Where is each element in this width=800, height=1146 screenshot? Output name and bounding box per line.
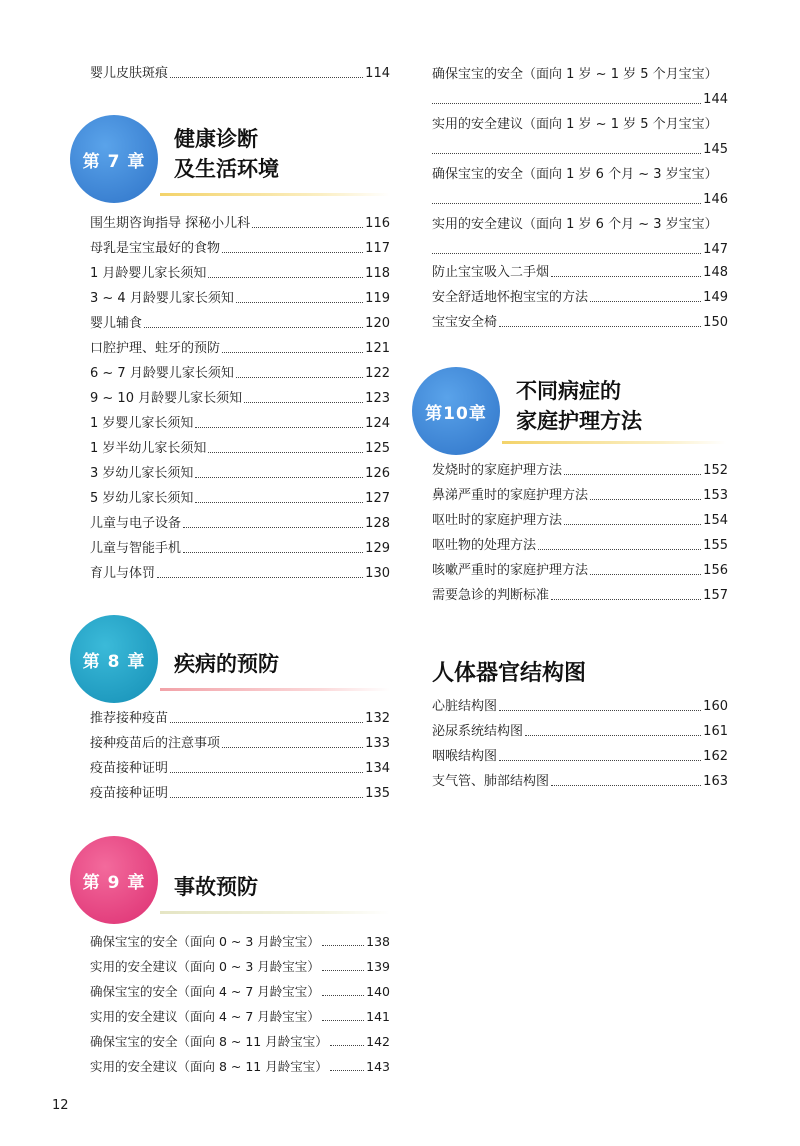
toc-entry[interactable] (90, 756, 390, 781)
toc-entry-title: 1 岁婴儿家长须知 (90, 416, 194, 431)
toc-entry-title: 实用的安全建议（面向 8 ~ 11 月龄宝宝） (90, 1059, 328, 1074)
chapter-10-list (432, 458, 728, 608)
toc-entry[interactable] (90, 386, 390, 411)
organs-title: 人体器官结构图 (432, 661, 587, 686)
toc-entry-page: 123 (365, 391, 390, 406)
dot-leader (244, 402, 363, 403)
toc-entry[interactable] (90, 461, 390, 486)
chapter-8-badge (70, 615, 158, 703)
toc-entry-page: 144 (703, 92, 728, 107)
toc-entry[interactable] (90, 731, 390, 756)
chapter-8-label: 第 8 章 (82, 651, 146, 672)
toc-entry-page: 133 (365, 736, 390, 751)
toc-entry-page: 126 (365, 466, 390, 481)
toc-entry-title: 宝宝安全椅 (432, 315, 498, 330)
toc-entry[interactable] (432, 310, 728, 335)
toc-entry-page: 121 (365, 341, 390, 356)
toc-entry[interactable] (90, 361, 390, 386)
toc-entry-page: 152 (703, 463, 728, 478)
toc-entry-page: 145 (703, 142, 728, 157)
chapter-10-badge (412, 367, 500, 455)
dot-leader (525, 735, 701, 736)
toc-entry-title: 确保宝宝的安全（面向 0 ~ 3 月龄宝宝） (90, 934, 320, 949)
toc-entry-page: 148 (703, 265, 728, 280)
toc-entry-title: 咽喉结构图 (432, 749, 498, 764)
toc-entry-title: 6 ~ 7 月龄婴儿家长须知 (90, 366, 234, 381)
chapter-8-title: 疾病的预防 (174, 652, 279, 676)
toc-entry-page: 146 (703, 192, 728, 207)
toc-entry-page: 135 (365, 786, 390, 801)
toc-entry-title: 泌尿系统结构图 (432, 724, 524, 739)
toc-entry-page: 161 (703, 724, 728, 739)
dot-leader (322, 945, 364, 946)
dot-leader (590, 574, 701, 575)
toc-entry[interactable] (432, 285, 728, 310)
chapter-7-title-line2: 及生活环境 (174, 157, 279, 181)
chapter-9-label: 第 9 章 (82, 872, 146, 893)
toc-entry-title: 鼻涕严重时的家庭护理方法 (432, 488, 589, 503)
toc-entry-title: 实用的安全建议（面向 1 岁 6 个月 ~ 3 岁宝宝） (432, 217, 718, 232)
toc-entry-title: 实用的安全建议（面向 4 ~ 7 月龄宝宝） (90, 1009, 320, 1024)
dot-leader (551, 785, 701, 786)
toc-entry[interactable] (90, 236, 390, 261)
toc-entry-page: 162 (703, 749, 728, 764)
toc-entry-title: 接种疫苗后的注意事项 (90, 736, 221, 751)
toc-entry-title: 安全舒适地怀抱宝宝的方法 (432, 290, 589, 305)
toc-entry-page: 118 (365, 266, 390, 281)
toc-entry-title: 9 ~ 10 月龄婴儿家长须知 (90, 391, 243, 406)
dot-leader (222, 352, 363, 353)
chapter-7-title (174, 124, 279, 184)
toc-entry-title: 1 岁半幼儿家长须知 (90, 441, 207, 456)
chapter-8-underline (160, 688, 390, 691)
toc-entry-page: 120 (365, 316, 390, 331)
toc-entry[interactable] (432, 719, 728, 744)
toc-entry-page: 130 (365, 566, 390, 581)
toc-entry-title: 母乳是宝宝最好的食物 (90, 241, 221, 256)
toc-entry-title: 疫苗接种证明 (90, 761, 169, 776)
toc-entry[interactable] (90, 511, 390, 536)
dot-leader (222, 747, 363, 748)
dot-leader (322, 1020, 364, 1021)
toc-entry[interactable] (90, 436, 390, 461)
toc-entry[interactable] (432, 558, 728, 583)
toc-entry[interactable] (432, 112, 728, 162)
chapter-9-underline (160, 911, 390, 914)
chapter-8-list (90, 706, 390, 806)
toc-entry-page: 143 (366, 1059, 390, 1074)
toc-entry-title: 确保宝宝的安全（面向 8 ~ 11 月龄宝宝） (90, 1034, 328, 1049)
dot-leader (322, 995, 364, 996)
toc-entry[interactable] (90, 261, 390, 286)
page-number: 12 (52, 1098, 69, 1113)
toc-entry-page: 134 (365, 761, 390, 776)
chapter-10-title (516, 376, 642, 436)
dot-leader (170, 77, 363, 78)
dot-leader (222, 252, 363, 253)
toc-entry-page: 156 (703, 563, 728, 578)
toc-entry-title: 呕吐物的处理方法 (432, 538, 537, 553)
toc-entry[interactable] (90, 1029, 390, 1054)
toc-entry[interactable] (90, 486, 390, 511)
dot-leader (432, 103, 701, 104)
chapter-7-label: 第 7 章 (82, 151, 146, 172)
chapter-10-underline (502, 441, 726, 444)
toc-entry-page: 157 (703, 588, 728, 603)
toc-entry-page: 132 (365, 711, 390, 726)
toc-entry[interactable] (90, 1004, 390, 1029)
toc-entry[interactable] (90, 411, 390, 436)
toc-entry-page: 147 (703, 242, 728, 257)
toc-entry-title: 咳嗽严重时的家庭护理方法 (432, 563, 589, 578)
toc-entry[interactable] (90, 929, 390, 954)
toc-entry-title: 防止宝宝吸入二手烟 (432, 265, 550, 280)
right-wrapped-list (432, 62, 728, 262)
dot-leader (330, 1070, 364, 1071)
toc-entry[interactable] (432, 583, 728, 608)
toc-entry-page: 150 (703, 315, 728, 330)
toc-entry-title: 儿童与智能手机 (90, 541, 182, 556)
toc-entry[interactable] (432, 694, 728, 719)
chapter-9-title: 事故预防 (174, 875, 258, 899)
toc-entry[interactable] (90, 286, 390, 311)
toc-entry-page: 129 (365, 541, 390, 556)
dot-leader (564, 474, 701, 475)
toc-entry[interactable] (90, 336, 390, 361)
toc-entry[interactable] (90, 954, 390, 979)
toc-entry-page: 153 (703, 488, 728, 503)
toc-entry-title: 实用的安全建议（面向 0 ~ 3 月龄宝宝） (90, 959, 320, 974)
dot-leader (432, 253, 701, 254)
toc-entry-page: 127 (365, 491, 390, 506)
toc-entry-page: 163 (703, 774, 728, 789)
toc-entry[interactable] (90, 66, 390, 82)
toc-entry-title: 确保宝宝的安全（面向 1 岁 6 个月 ~ 3 岁宝宝） (432, 167, 718, 182)
dot-leader (330, 1045, 364, 1046)
toc-entry-title: 婴儿皮肤斑痕 (90, 66, 169, 81)
chapter-9-badge (70, 836, 158, 924)
toc-entry[interactable] (90, 536, 390, 561)
toc-entry[interactable] (432, 212, 728, 262)
toc-entry-title: 确保宝宝的安全（面向 1 岁 ~ 1 岁 5 个月宝宝） (432, 67, 718, 82)
dot-leader (538, 549, 701, 550)
dot-leader (499, 760, 701, 761)
toc-entry[interactable] (90, 311, 390, 336)
toc-entry-page: 149 (703, 290, 728, 305)
dot-leader (170, 772, 363, 773)
toc-entry-page: 117 (365, 241, 390, 256)
toc-entry-page: 160 (703, 699, 728, 714)
toc-entry-title: 支气管、肺部结构图 (432, 774, 550, 789)
toc-entry-page: 155 (703, 538, 728, 553)
toc-entry-page: 124 (365, 416, 390, 431)
toc-entry[interactable] (432, 744, 728, 769)
chapter-7-underline (160, 193, 390, 196)
dot-leader (590, 499, 701, 500)
toc-entry-title: 围生期咨询指导 探秘小儿科 (90, 216, 251, 231)
toc-entry-title: 3 ~ 4 月龄婴儿家长须知 (90, 291, 234, 306)
toc-entry[interactable] (432, 533, 728, 558)
toc-entry-page: 139 (366, 959, 390, 974)
toc-entry-title: 婴儿辅食 (90, 316, 143, 331)
toc-entry[interactable] (90, 781, 390, 806)
toc-entry-page: 116 (365, 216, 390, 231)
toc-entry[interactable] (90, 211, 390, 236)
dot-leader (195, 477, 363, 478)
toc-entry[interactable] (432, 483, 728, 508)
toc-entry[interactable] (432, 769, 728, 794)
toc-entry-page: 119 (365, 291, 390, 306)
dot-leader (590, 301, 701, 302)
chapter-10-title-line1: 不同病症的 (516, 379, 621, 403)
dot-leader (157, 577, 363, 578)
dot-leader (564, 524, 701, 525)
dot-leader (499, 326, 701, 327)
toc-entry-title: 确保宝宝的安全（面向 4 ~ 7 月龄宝宝） (90, 984, 320, 999)
chapter-10-title-line2: 家庭护理方法 (516, 409, 642, 433)
chapter-9-list (90, 929, 390, 1079)
dot-leader (499, 710, 701, 711)
toc-entry-title: 3 岁幼儿家长须知 (90, 466, 194, 481)
toc-entry-title: 呕吐时的家庭护理方法 (432, 513, 563, 528)
dot-leader (144, 327, 363, 328)
toc-entry-page: 142 (366, 1034, 390, 1049)
toc-entry[interactable] (90, 979, 390, 1004)
dot-leader (236, 377, 363, 378)
toc-entry-title: 儿童与电子设备 (90, 516, 182, 531)
toc-entry-title: 育儿与体罚 (90, 566, 156, 581)
chapter-10-label: 第10章 (425, 403, 487, 424)
toc-entry-title: 5 岁幼儿家长须知 (90, 491, 194, 506)
toc-entry-title: 发烧时的家庭护理方法 (432, 463, 563, 478)
toc-entry-title: 实用的安全建议（面向 1 岁 ~ 1 岁 5 个月宝宝） (432, 117, 718, 132)
dot-leader (170, 797, 363, 798)
toc-entry-title: 推荐接种疫苗 (90, 711, 169, 726)
toc-entry[interactable] (90, 1054, 390, 1079)
toc-entry-page: 125 (365, 441, 390, 456)
dot-leader (236, 302, 363, 303)
dot-leader (183, 527, 363, 528)
toc-entry-title: 需要急诊的判断标准 (432, 588, 550, 603)
toc-entry-page: 114 (365, 66, 390, 81)
dot-leader (432, 153, 701, 154)
dot-leader (322, 970, 364, 971)
dot-leader (252, 227, 363, 228)
toc-entry[interactable] (432, 458, 728, 483)
dot-leader (208, 277, 363, 278)
toc-entry[interactable] (90, 706, 390, 731)
chapter-7-title-line1: 健康诊断 (174, 127, 258, 151)
toc-entry-page: 138 (366, 934, 390, 949)
toc-entry[interactable] (432, 260, 728, 285)
dot-leader (195, 502, 363, 503)
dot-leader (183, 552, 363, 553)
toc-entry[interactable] (432, 162, 728, 212)
toc-entry-title: 1 月龄婴儿家长须知 (90, 266, 207, 281)
toc-entry-page: 122 (365, 366, 390, 381)
chapter-7-badge (70, 115, 158, 203)
dot-leader (170, 722, 363, 723)
dot-leader (195, 427, 363, 428)
right-short-list (432, 260, 728, 335)
toc-entry-title: 口腔护理、蛀牙的预防 (90, 341, 221, 356)
dot-leader (551, 599, 701, 600)
toc-entry[interactable] (432, 62, 728, 112)
toc-entry-page: 140 (366, 984, 390, 999)
toc-entry-page: 154 (703, 513, 728, 528)
chapter-7-list (90, 211, 390, 586)
toc-entry-title: 疫苗接种证明 (90, 786, 169, 801)
toc-entry[interactable] (432, 508, 728, 533)
toc-entry-page: 128 (365, 516, 390, 531)
toc-entry-title: 心脏结构图 (432, 699, 498, 714)
toc-entry[interactable] (90, 561, 390, 586)
toc-entry-page: 141 (366, 1009, 390, 1024)
organs-list (432, 694, 728, 794)
dot-leader (432, 203, 701, 204)
dot-leader (551, 276, 701, 277)
dot-leader (208, 452, 363, 453)
